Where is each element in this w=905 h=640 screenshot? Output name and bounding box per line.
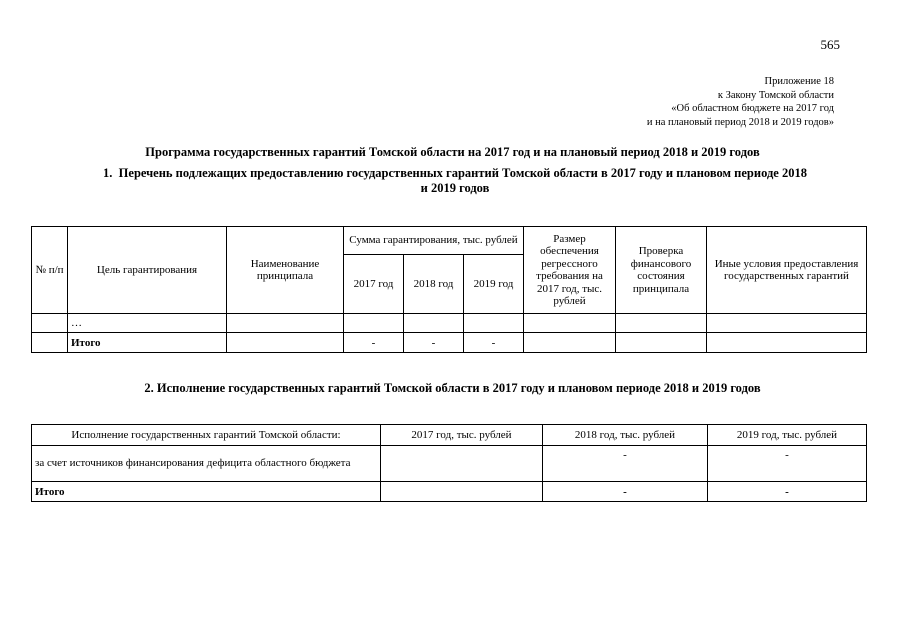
header-execution: Исполнение государственных гарантий Томской области: — [32, 425, 381, 446]
header-goal: Цель гарантирования — [68, 227, 227, 314]
header-2018: 2018 год, тыс. рублей — [543, 425, 708, 446]
appendix-line-4: и на плановый период 2018 и 2019 годов» — [646, 116, 834, 128]
header-2019: 2019 год, тыс. рублей — [708, 425, 867, 446]
appendix-line-3: «Об областном бюджете на 2017 год — [671, 103, 834, 114]
header-principal: Наименование принципала — [227, 227, 344, 314]
section-2-heading: 2. Исполнение государственных гарантий Томской области в 2017 году и плановом периоде 2018 и 2019 годов — [144, 381, 761, 395]
total-2019: - — [708, 482, 867, 502]
header-regress: Размер обеспечения регрессного требования на 2017 год, тыс. рублей — [524, 227, 616, 314]
cell — [464, 314, 524, 333]
guarantees-list-table — [31, 226, 867, 353]
appendix-line-2: к Закону Томской области — [717, 89, 834, 101]
cell — [227, 314, 344, 333]
cell — [32, 333, 68, 353]
table-row — [32, 314, 867, 333]
header-2017: 2017 год — [344, 255, 404, 314]
cell — [524, 333, 616, 353]
header-2017: 2017 год, тыс. рублей — [381, 425, 543, 446]
header-check: Проверка финансового состояния принципала — [616, 227, 707, 314]
header-other: Иные условия предоставления государственных гарантий — [707, 227, 867, 314]
total-label: Итого — [68, 333, 227, 353]
cell — [524, 314, 616, 333]
source-2019: - — [708, 446, 867, 482]
section-1-heading: 1. Перечень подлежащих предоставлению государственных гарантий Томской области в 2017 году и плановом периоде 2018 и 2019 годов — [103, 166, 807, 195]
appendix-reference — [647, 75, 834, 129]
document-title: Программа государственных гарантий Томской области на 2017 год и на плановый период 2018 и 2019 годов — [145, 145, 760, 159]
total-2018: - — [543, 482, 708, 502]
source-label: за счет источников финансирования дефицита областного бюджета — [32, 446, 381, 482]
header-2018: 2018 год — [404, 255, 464, 314]
total-2019: - — [464, 333, 524, 353]
guarantees-execution-table — [31, 424, 867, 502]
header-num: № п/п — [32, 227, 68, 314]
cell — [707, 314, 867, 333]
cell — [404, 314, 464, 333]
cell — [32, 314, 68, 333]
total-label: Итого — [32, 482, 381, 502]
appendix-line-1: Приложение 18 — [764, 76, 834, 87]
total-2017 — [381, 482, 543, 502]
header-2019: 2019 год — [464, 255, 524, 314]
cell — [616, 333, 707, 353]
total-2018: - — [404, 333, 464, 353]
table-row — [32, 446, 867, 482]
cell — [616, 314, 707, 333]
source-2018: - — [543, 446, 708, 482]
ellipsis-cell: … — [68, 314, 227, 333]
cell — [344, 314, 404, 333]
table-header-row — [32, 425, 867, 446]
cell — [227, 333, 344, 353]
cell — [707, 333, 867, 353]
page-number: 565 — [820, 37, 840, 52]
source-2017 — [381, 446, 543, 482]
header-sum-group: Сумма гарантирования, тыс. рублей — [344, 227, 524, 255]
table-header-row — [32, 227, 867, 255]
total-2017: - — [344, 333, 404, 353]
table-row-total — [32, 482, 867, 502]
table-row-total — [32, 333, 867, 353]
